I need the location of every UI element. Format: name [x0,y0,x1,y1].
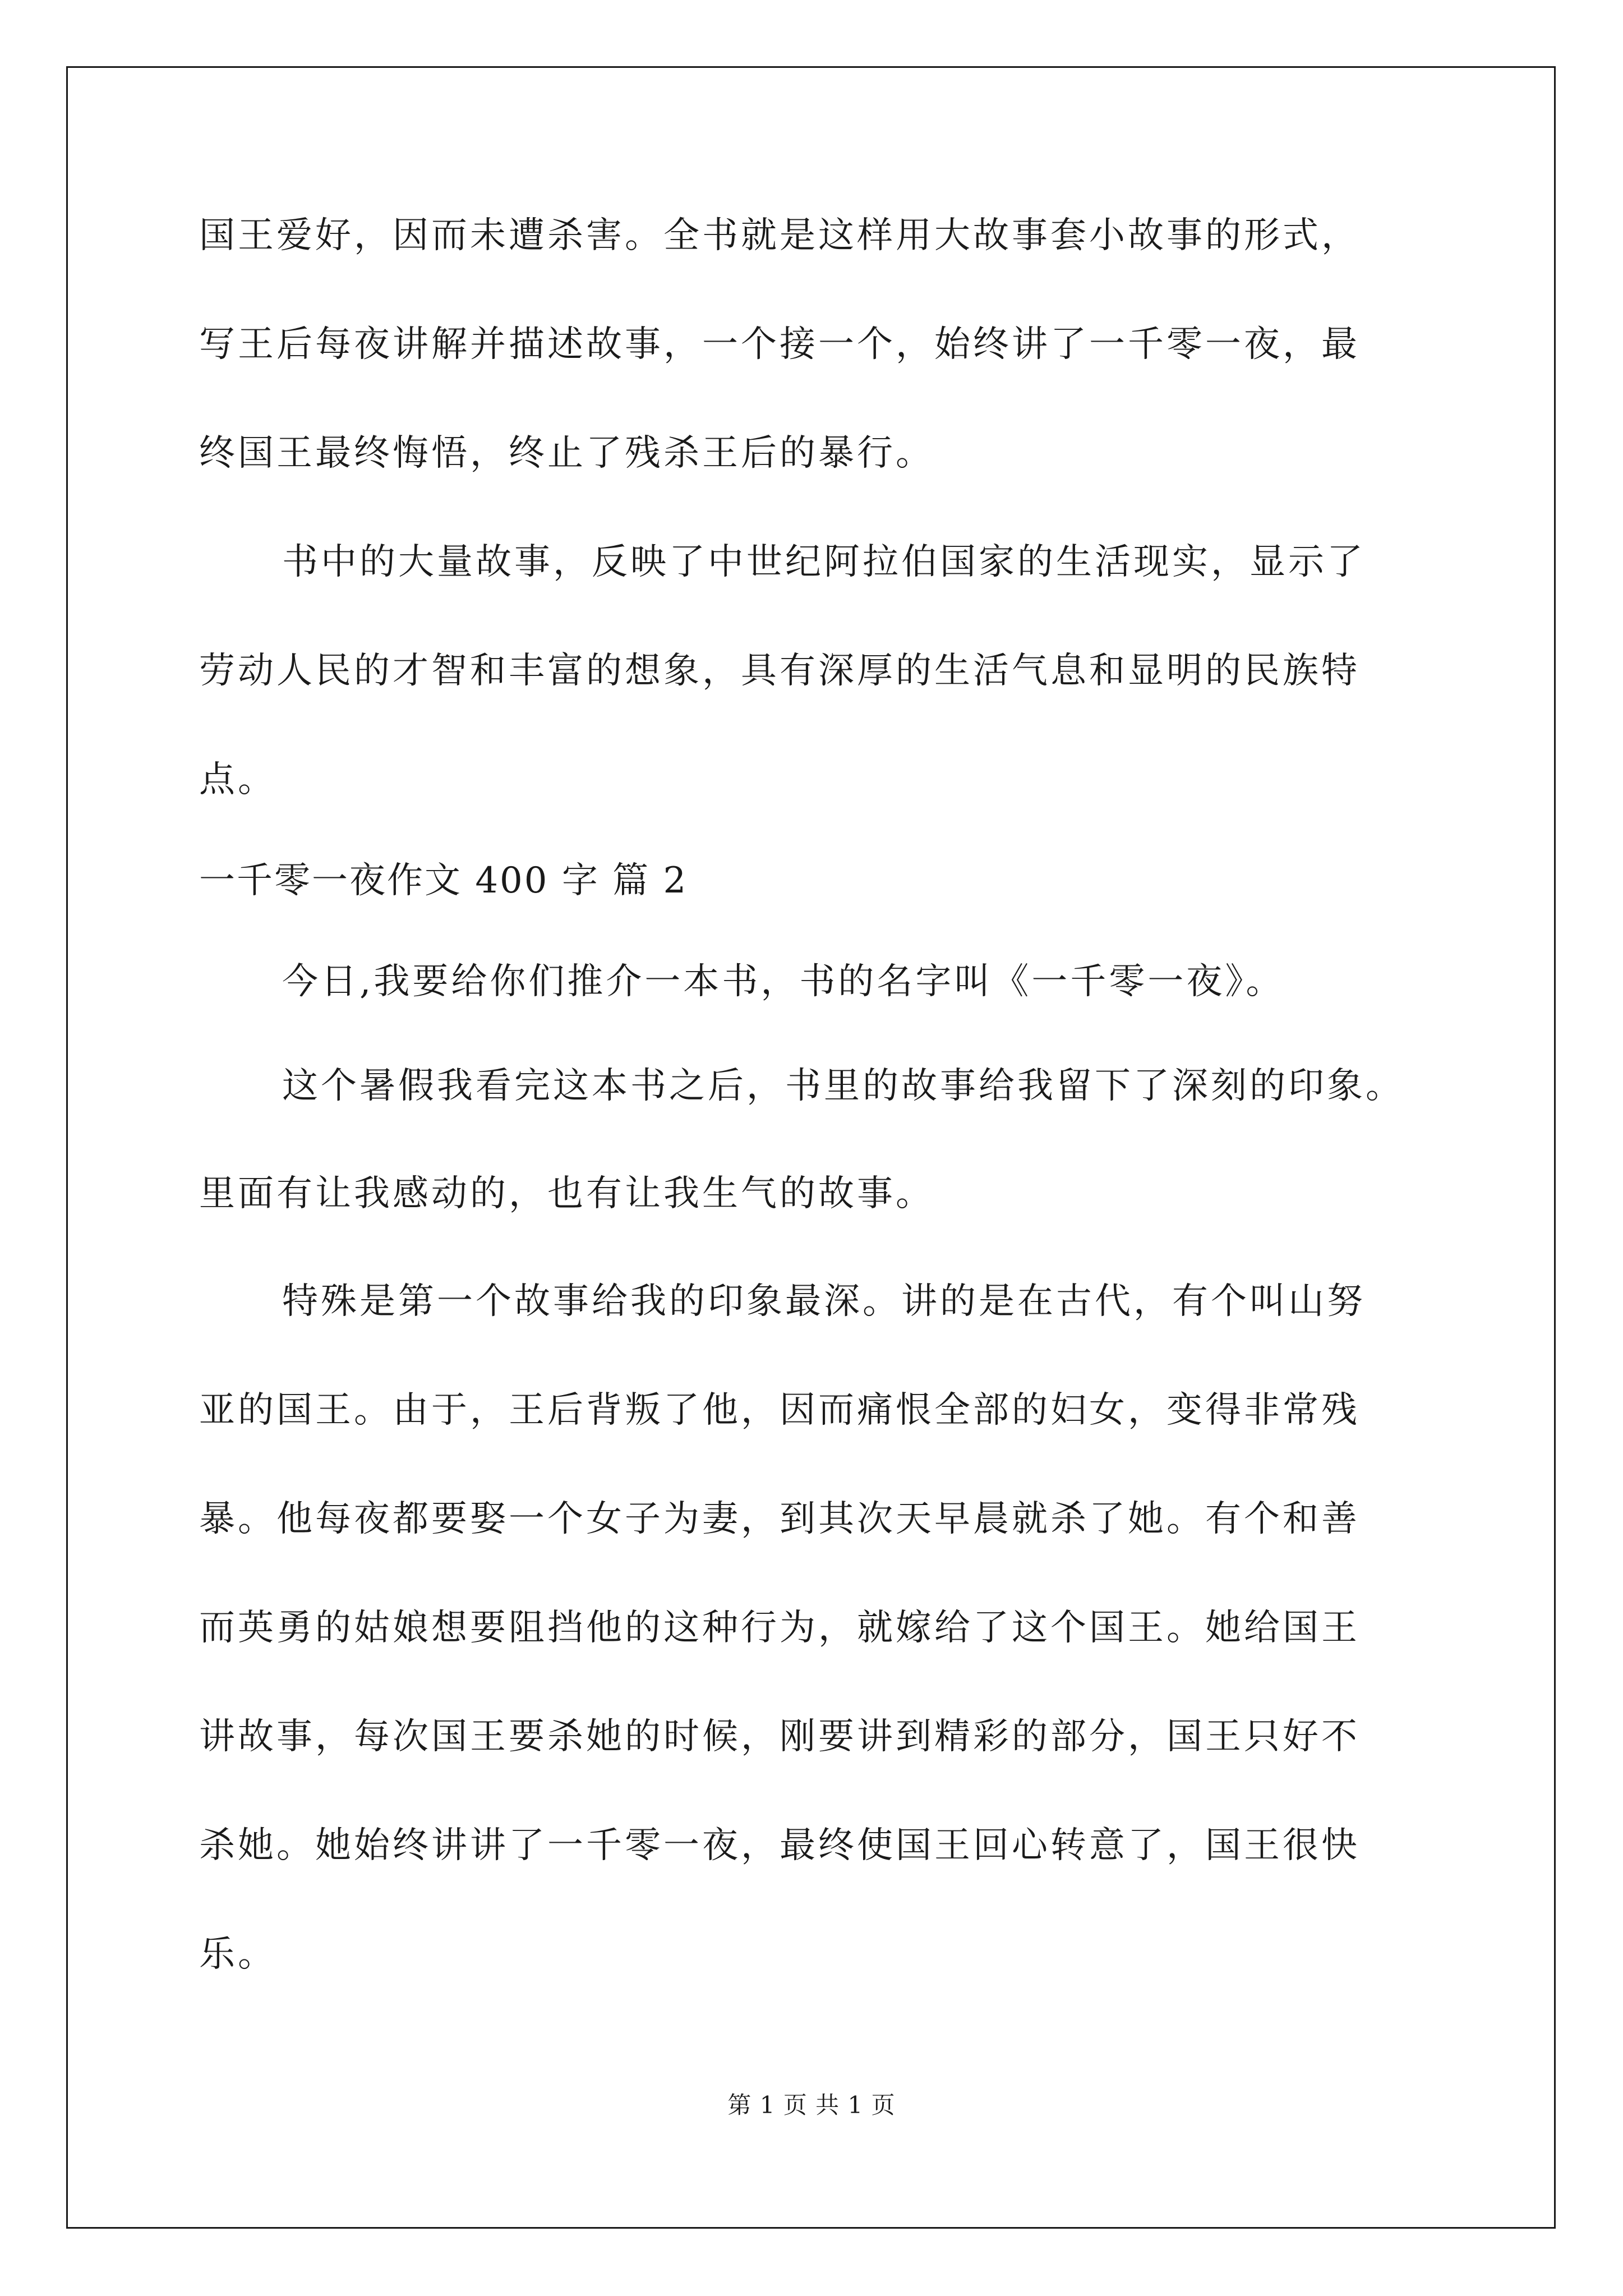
text-line: 乐。 [199,1934,276,1975]
paragraph-first-line: 今日,我要给你们推介一本书，书的名字叫《一千零一夜》。 [282,961,1285,1002]
text-line: 讲故事，每次国王要杀她的时候，刚要讲到精彩的部分，国王只好不 [199,1716,1360,1757]
page-border [66,66,1556,2229]
paragraph-first-line: 书中的大量故事，反映了中世纪阿拉伯国家的生活现实，显示了 [282,541,1366,583]
text-line: 终国王最终悔悟，终止了残杀王后的暴行。 [199,432,934,474]
text-line: 亚的国王。由于，王后背叛了他，因而痛恨全部的妇女，变得非常残 [199,1389,1360,1431]
text-line: 国王爱好，因而未遭杀害。全书就是这样用大故事套小故事的形式， [199,215,1360,256]
paragraph-first-line: 特殊是第一个故事给我的印象最深。讲的是在古代，有个叫山努 [282,1281,1366,1322]
text-line: 暴。他每夜都要娶一个女子为妻，到其次天早晨就杀了她。有个和善 [199,1498,1360,1540]
text-line: 点。 [199,759,276,800]
text-line: 而英勇的姑娘想要阻挡他的这种行为，就嫁给了这个国王。她给国王 [199,1607,1360,1649]
paragraph-first-line: 这个暑假我看完这本书之后，书里的故事给我留下了深刻的印象。 [282,1065,1404,1107]
page-number-footer: 第 1 页 共 1 页 [727,2091,896,2119]
text-line: 写王后每夜讲解并描述故事，一个接一个，始终讲了一千零一夜，最 [199,324,1360,365]
text-line: 杀她。她始终讲讲了一千零一夜，最终使国王回心转意了，国王很快 [199,1825,1360,1866]
section-heading: 一千零一夜作文 400 字 篇 2 [199,860,688,901]
text-line: 里面有让我感动的，也有让我生气的故事。 [199,1173,934,1214]
text-line: 劳动人民的才智和丰富的想象，具有深厚的生活气息和显明的民族特 [199,650,1360,692]
